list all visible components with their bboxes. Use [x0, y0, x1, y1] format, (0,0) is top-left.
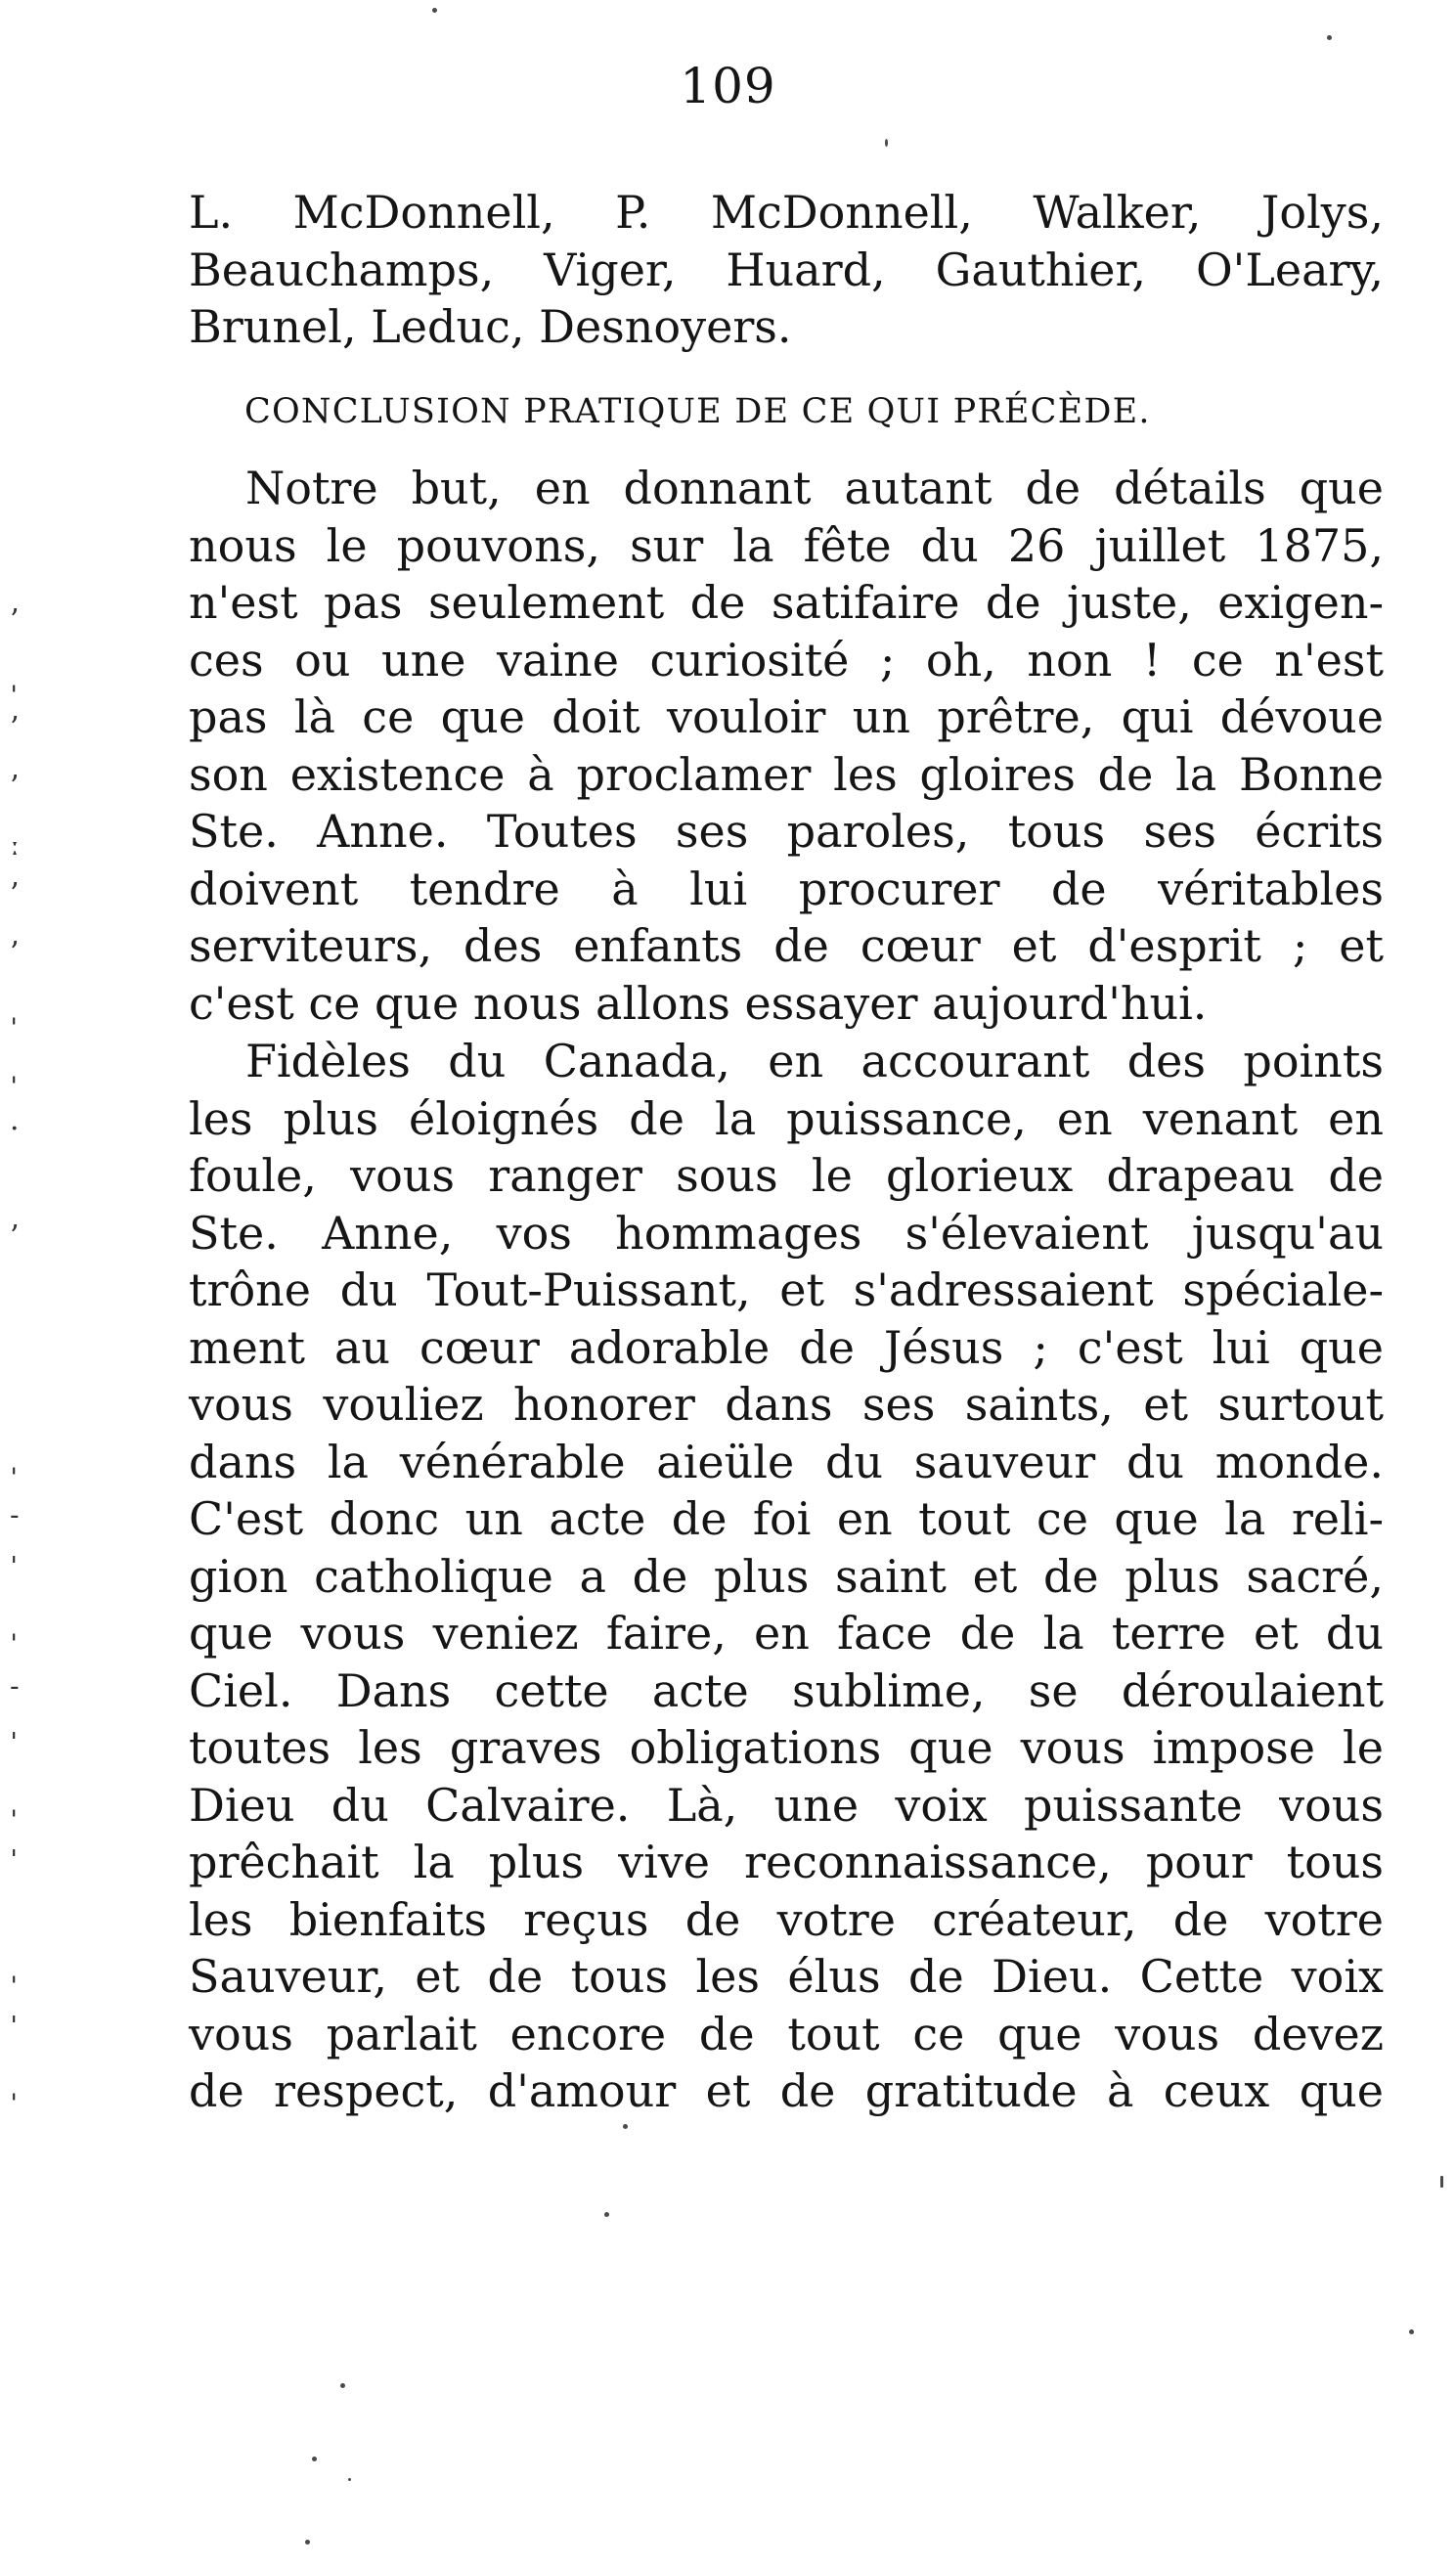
text-line: son existence à proclamer les gloires de la Bonne [189, 747, 1384, 801]
paper-speck [1440, 2176, 1443, 2188]
text-line: serviteurs, des enfants de cœur et d'esprit ; et [189, 919, 1384, 972]
text-line: dans la vénérable aieüle du sauveur du monde. [189, 1435, 1384, 1488]
margin-mark: ’ [10, 877, 20, 911]
text-line: C'est donc un acte de foi en tout ce que la reli- [189, 1492, 1384, 1545]
text-line: Ste. Anne, vos hommages s'élevaient jusqu'au [189, 1206, 1384, 1260]
bleed-through-marks [0, 0, 39, 2569]
margin-mark: ˗ [10, 1669, 20, 1704]
text-line: Notre but, en donnant autant de détails que [245, 462, 1384, 514]
margin-mark: ˌ [10, 1053, 19, 1087]
margin-mark: ’ [10, 603, 20, 638]
text-line: L. McDonnell, P. McDonnell, Walker, Jolys, [189, 186, 1384, 239]
paper-speck [348, 2478, 351, 2481]
text-line: Ste. Anne. Toutes ses paroles, tous ses écrits [189, 805, 1384, 858]
text-line: toutes les graves obligations que vous impose le [189, 1721, 1384, 1774]
margin-mark: ˌ [10, 1611, 19, 1645]
margin-mark: ˈ [10, 2012, 19, 2046]
margin-mark: ː [10, 828, 21, 863]
paragraph-1 [189, 460, 1384, 1032]
text-line: vous vouliez honorer dans ses saints, et surtout [189, 1378, 1384, 1431]
paper-speck [1409, 2329, 1414, 2334]
text-line: les bienfaits reçus de votre créateur, de votre [189, 1892, 1384, 1946]
margin-mark: · [10, 1112, 20, 1146]
paragraph-2 [189, 1033, 1384, 2120]
text-line: ces ou une vaine curiosité ; oh, non ! ce n'est [189, 633, 1384, 687]
text-line: Ciel. Dans cette acte sublime, se déroulaient [189, 1663, 1384, 1717]
margin-mark: ˈ [10, 1728, 19, 1762]
text-line: doivent tendre à lui procurer de véritables [189, 862, 1384, 915]
text-line: Sauveur, et de tous les élus de Dieu. Cette voix [189, 1950, 1384, 2003]
text-line: Fidèles du Canada, en accourant des points [245, 1035, 1384, 1087]
paper-speck [312, 2457, 317, 2461]
text-line: pas là ce que doit vouloir un prêtre, qui dévoue [189, 690, 1384, 743]
text-line: nous le pouvons, sur la fête du 26 juillet 1875, [189, 518, 1384, 572]
text-line: prêchait la plus vive reconnaissance, pour tous [189, 1836, 1384, 1888]
names-list [189, 184, 1384, 356]
paper-speck [305, 2540, 310, 2545]
margin-mark: ˈ [10, 1552, 19, 1586]
margin-mark: ˌ [10, 1787, 19, 1821]
paper-speck [623, 2124, 628, 2129]
paper-speck [340, 2383, 345, 2388]
text-line: que vous veniez faire, en face de la terre et du [189, 1607, 1384, 1660]
text-line: n'est pas seulement de satifaire de juste, exigen- [189, 576, 1384, 629]
margin-mark: ’ [10, 936, 20, 970]
margin-mark: ’ [10, 770, 20, 804]
margin-mark: ˌ [10, 2070, 19, 2104]
text-line: ment au cœur adorable de Jésus ; c'est lui que [189, 1320, 1384, 1374]
text-line: de respect, d'amour et de gratitude à ceux que [189, 2064, 1384, 2117]
text-line: trône du Tout-Puissant, et s'adressaient spéciale- [189, 1263, 1384, 1316]
margin-mark: ˈ [10, 1845, 19, 1880]
text-line: vous parlait encore de tout ce que vous devez [189, 2007, 1384, 2060]
text-line: c'est ce que nous allons essayer aujourd'hui. [189, 976, 1208, 1030]
margin-mark: ’ [10, 711, 20, 745]
text-line: Dieu du Calvaire. Là, une voix puissante vous [189, 1778, 1384, 1832]
text-line: Brunel, Leduc, Desnoyers. [189, 300, 792, 353]
margin-mark: ˌ [10, 995, 19, 1029]
text-line: Beauchamps, Viger, Huard, Gauthier, O'Leary, [189, 243, 1384, 296]
text-line: les plus éloignés de la puissance, en venant en [189, 1091, 1384, 1145]
section-heading: CONCLUSION PRATIQUE DE CE QUI PRÉCÈDE. [244, 392, 1151, 431]
text-line: gion catholique a de plus saint et de plus sacré, [189, 1549, 1384, 1603]
page-number: 109 [680, 58, 776, 114]
margin-mark: ˌ [10, 662, 19, 696]
margin-mark: ˌ [10, 1444, 19, 1479]
paper-speck [432, 8, 437, 13]
margin-mark: ˗ [10, 1498, 20, 1532]
paper-speck [885, 139, 888, 147]
paper-speck [604, 2212, 609, 2217]
margin-mark: ˌ [10, 1953, 19, 1987]
paper-speck [1327, 35, 1332, 40]
text-line: foule, vous ranger sous le glorieux drapeau de [189, 1149, 1384, 1202]
margin-mark: ’ [10, 1219, 20, 1254]
